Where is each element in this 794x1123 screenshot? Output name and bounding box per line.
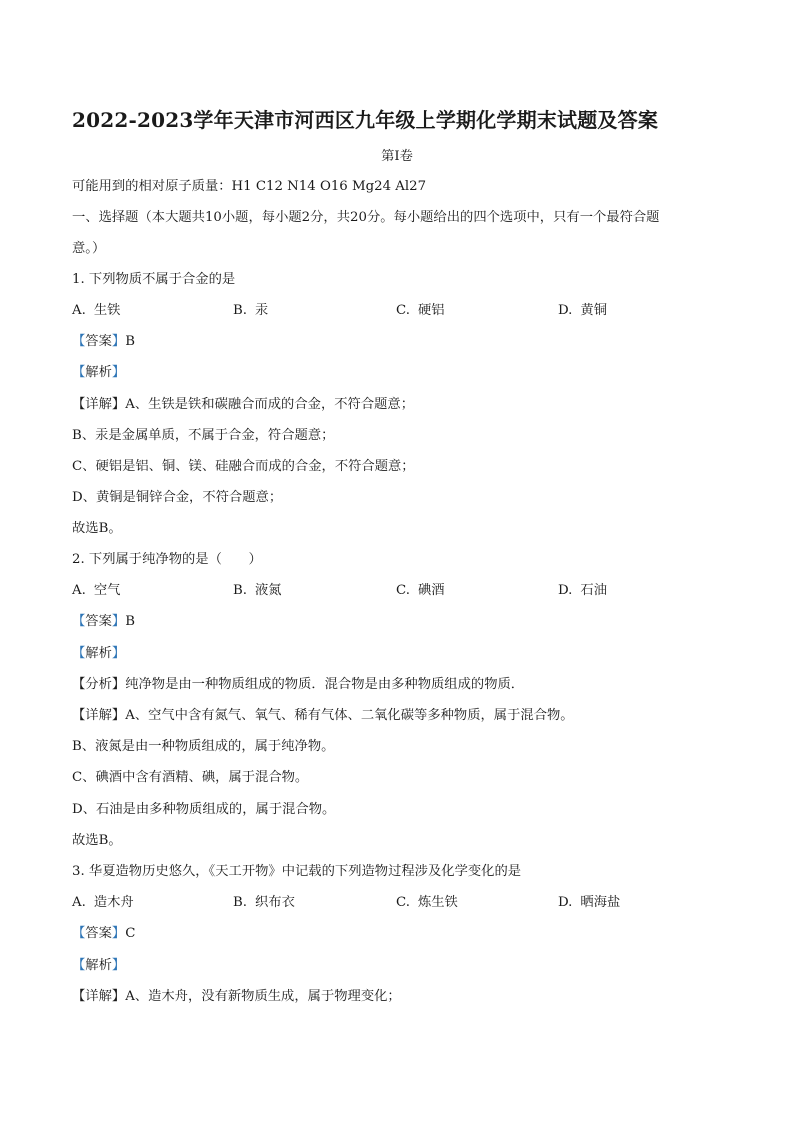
q3-option-c: C. 炼生铁 [396,895,458,910]
q2-answer: 【答案】B [72,614,135,629]
q1-detail-line: B、汞是金属单质，不属于合金，符合题意； [72,428,335,443]
atomic-mass-line: 可能用到的相对原子质量：H1 C12 N14 O16 Mg24 Al27 [72,179,427,194]
q1-option-c: C. 硬铝 [396,303,445,318]
q2-option-c: C. 碘酒 [396,583,445,598]
q2-detail: 【详解】A、空气中含有氮气、氧气、稀有气体、二氧化碳等多种物质，属于混合物。 [72,708,574,723]
q3-option-b: B. 织布衣 [233,895,295,910]
q2-option-a: A. 空气 [72,583,121,598]
q3-detail: 【详解】A、造木舟，没有新物质生成，属于物理变化； [72,989,401,1004]
question-1-stem: 1. 下列物质不属于合金的是 [72,272,236,287]
q2-detail-line: D、石油是由多种物质组成的，属于混合物。 [72,802,336,817]
q3-answer: 【答案】C [72,926,136,941]
q2-analysis-tag: 【解析】 [72,646,126,661]
q1-analysis-tag: 【解析】 [72,365,126,380]
q2-option-d: D. 石油 [558,583,608,598]
q2-analysis: 【分析】纯净物是由一种物质组成的物质．混合物是由多种物质组成的物质． [72,677,525,692]
q1-detail: 【详解】A、生铁是铁和碳融合而成的合金，不符合题意； [72,397,415,412]
q1-detail-line: C、硬铝是铝、铜、镁、硅融合而成的合金，不符合题意； [72,459,415,474]
q1-option-b: B. 汞 [233,303,269,318]
q1-option-a: A. 生铁 [72,303,121,318]
q2-conclusion: 故选B。 [72,833,122,848]
q3-option-d: D. 晒海盐 [558,895,621,910]
q2-option-b: B. 液氮 [233,583,282,598]
q1-detail-line: D、黄铜是铜锌合金，不符合题意； [72,490,283,505]
q3-option-a: A. 造木舟 [72,895,134,910]
q1-option-d: D. 黄铜 [558,303,608,318]
q2-detail-line: B、液氮是由一种物质组成的，属于纯净物。 [72,739,335,754]
section-heading-line1: 一、选择题（本大题共10小题，每小题2分，共20分。每小题给出的四个选项中，只有一个最符合题 [72,210,660,225]
q3-analysis-tag: 【解析】 [72,958,126,973]
q2-detail-line: C、碘酒中含有酒精、碘，属于混合物。 [72,770,309,785]
page-title: 2022-2023学年天津市河西区九年级上学期化学期末试题及答案 [72,108,659,132]
volume-label: 第I卷 [381,149,413,164]
q1-answer: 【答案】B [72,334,135,349]
question-3-stem: 3. 华夏造物历史悠久，《天工开物》中记载的下列造物过程涉及化学变化的是 [72,864,522,879]
question-2-stem: 2. 下列属于纯净物的是（ ） [72,552,262,567]
section-heading-line2: 意。） [72,241,106,256]
q1-conclusion: 故选B。 [72,521,122,536]
